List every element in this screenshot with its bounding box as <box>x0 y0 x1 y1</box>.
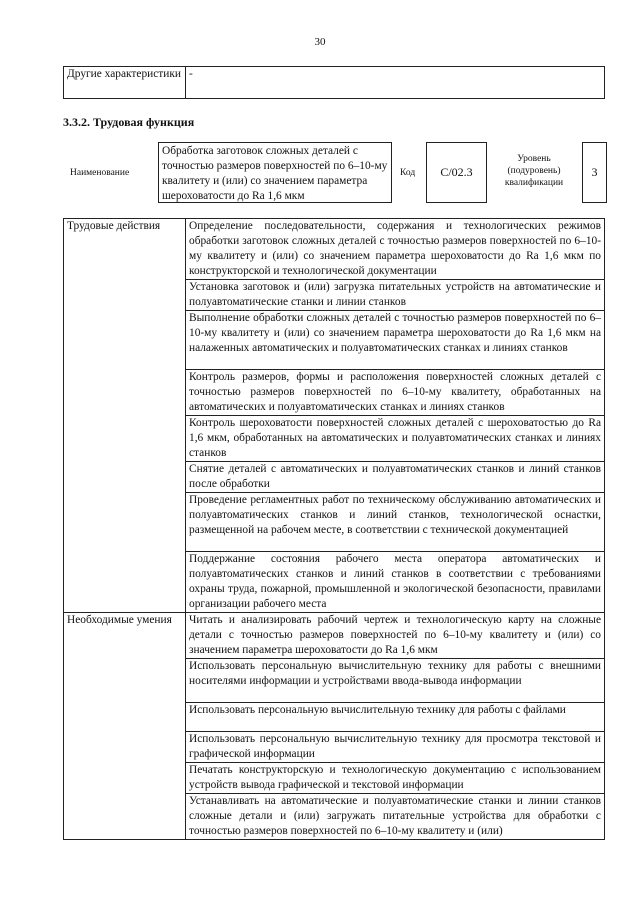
labor-action-item: Определение последовательности, содержания и технологических режимов обработки заготовок сложных деталей с точностью размеров поверхностей по 6–10-му квалитету и (или) со значением параметра шероховатости до Ra 1,6 мкм по конструкторской и технологической документации <box>186 219 605 280</box>
labor-action-item: Проведение регламентных работ по техническому обслуживанию автоматических и полуавтоматических станков и линий станков, технологической оснастки, размещенной на рабочем месте, в соответствии с технической документацией <box>186 493 605 552</box>
labor-action-item: Снятие деталей с автоматических и полуавтоматических станков и линий станков после обработки <box>186 462 605 493</box>
section-title: 3.3.2. Трудовая функция <box>63 115 195 129</box>
labor-action-item: Контроль размеров, формы и расположения поверхностей сложных деталей с точностью размеров поверхностей по 6–10-му квалитету, обработанных на автоматических и полуавтоматических станках и линиях станков <box>186 370 605 416</box>
skill-item: Читать и анализировать рабочий чертеж и технологическую карту на сложные детали с точностью размеров поверхностей по 6–10-му квалитету и (или) со значением параметра шероховатости до Ra 1,6 мкм <box>186 613 605 659</box>
labor-function-table <box>63 218 605 840</box>
table-row <box>64 219 605 280</box>
skills-label: Необходимые умения <box>64 613 186 840</box>
labor-action-item: Установка заготовок и (или) загрузка питательных устройств на автоматические и полуавтоматические станки и линии станков <box>186 280 605 311</box>
labor-action-item: Контроль шероховатости поверхностей сложных деталей с шероховатостью до Ra 1,6 мкм, обработанных на автоматических и полуавтоматических станках и линиях станков <box>186 416 605 462</box>
other-characteristics-value: - <box>186 67 605 99</box>
code-label: Код <box>400 168 416 178</box>
function-name: Обработка заготовок сложных деталей с точностью размеров поверхностей по 6–10-му квалитету и (или) со значением параметра шероховатости до Ra 1,6 мкм <box>158 142 392 203</box>
function-code: C/02.3 <box>426 142 487 203</box>
labor-action-item: Поддержание состояния рабочего места оператора автоматических и полуавтоматических станков и линий станков в соответствии с требованиями охраны труда, пожарной, промышленной и экологической безопасности, правилами организации рабочего места <box>186 552 605 613</box>
page-number: 30 <box>314 36 326 48</box>
skill-item: Устанавливать на автоматические и полуавтоматические станки и линии станков сложные детали и (или) загружать питательные устройства для обработки с точностью размеров поверхностей по 6–10-му квалитету и (или) <box>186 794 605 840</box>
qualification-level: 3 <box>582 142 607 203</box>
table-row <box>64 613 605 659</box>
other-characteristics-label: Другие характеристики <box>64 67 186 99</box>
other-characteristics-table <box>63 66 605 99</box>
qualification-level-label: Уровень (подуровень) квалификации <box>504 154 564 188</box>
skill-item: Использовать персональную вычислительную технику для работы с файлами <box>186 703 605 732</box>
labor-actions-label: Трудовые действия <box>64 219 186 613</box>
skill-item: Использовать персональную вычислительную технику для работы с внешними носителями информации и устройствами ввода-вывода информации <box>186 659 605 703</box>
skill-item: Печатать конструкторскую и технологическую документацию с использованием устройств вывода графической и текстовой информации <box>186 763 605 794</box>
labor-action-item: Выполнение обработки сложных деталей с точностью размеров поверхностей по 6–10-му квалитету и (или) со значением параметра шероховатости до Ra 1,6 мкм на налаженных автоматических и полуавтоматических станках и линиях станков <box>186 311 605 370</box>
name-label: Наименование <box>70 168 130 178</box>
skill-item: Использовать персональную вычислительную технику для просмотра текстовой и графической информации <box>186 732 605 763</box>
